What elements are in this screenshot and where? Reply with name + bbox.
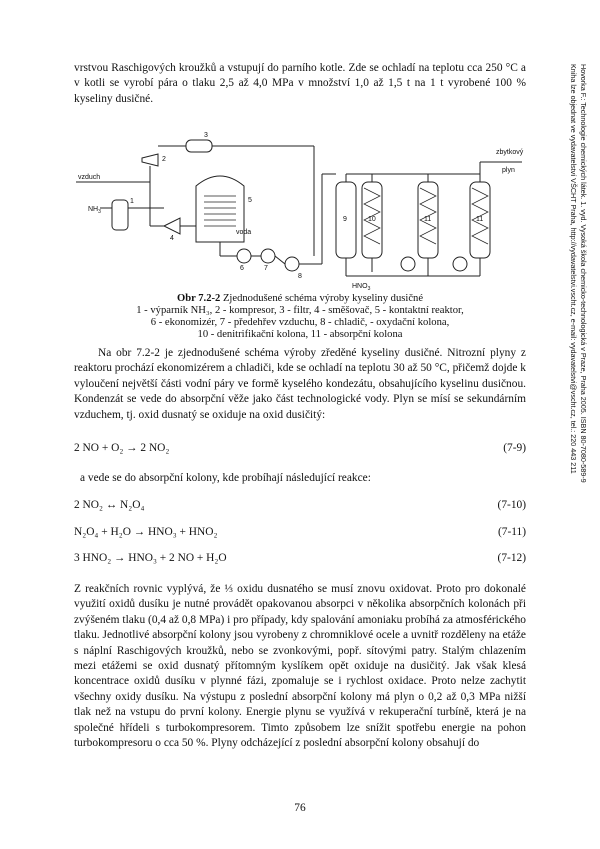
filter-3 bbox=[186, 140, 212, 152]
caption-line3: 6 - ekonomizér, 7 - předehřev vzduchu, 8 - chladič, - oxydační kolona, bbox=[150, 317, 450, 328]
svg-text:3: 3 bbox=[204, 132, 208, 139]
svg-text:voda: voda bbox=[236, 229, 252, 236]
equation-7-11 bbox=[74, 526, 526, 542]
svg-text:8: 8 bbox=[298, 273, 302, 280]
equation-7-10 bbox=[74, 499, 526, 515]
svg-text:HNO3: $HNO_3$ bbox=[352, 283, 371, 292]
page-number: 76 bbox=[294, 802, 306, 814]
cooler-col-11b bbox=[453, 257, 467, 271]
svg-text:11: 11 bbox=[476, 216, 484, 223]
preheater-7 bbox=[261, 249, 275, 263]
svg-text:11: 11 bbox=[424, 216, 432, 223]
svg-text:7: 7 bbox=[264, 265, 268, 272]
equation-formula: 2 NO + O₂ → 2 NO₂ bbox=[74, 442, 170, 454]
equation-number: (7-11) bbox=[497, 526, 526, 538]
equation-7-9 bbox=[74, 442, 526, 458]
intro-paragraph: vrstvou Raschigových kroužků a vstupují do parního kotle. Zde se ochladí na teplotu cca 250 °C a v kotli se vyrobí pára o tlaku 2,5 až 4,0 MPa v množství 1,0 až 1,5 t na 1 t vyrobené 100 % kyseliny dusičné. bbox=[74, 62, 526, 105]
figure-caption bbox=[74, 293, 526, 341]
svg-text:vzduch: vzduch bbox=[78, 174, 101, 181]
svg-text:plyn: plyn bbox=[502, 167, 515, 174]
cooler-col-11a bbox=[401, 257, 415, 271]
equation-formula: N₂O₄ + H₂O → HNO₃ + HNO₂ bbox=[74, 526, 218, 538]
side-citation bbox=[569, 64, 588, 764]
equation-number: (7-12) bbox=[497, 552, 526, 564]
svg-text:1: 1 bbox=[130, 198, 134, 205]
equation-7-12 bbox=[74, 552, 526, 568]
svg-text:4: 4 bbox=[170, 235, 174, 242]
svg-text:2: 2 bbox=[162, 156, 166, 163]
process-diagram bbox=[74, 126, 526, 292]
caption-line4: 10 - denitrifikační kolona, 11 - absorpční kolona bbox=[197, 329, 403, 340]
economizer-6 bbox=[237, 249, 251, 263]
paragraph-1: Na obr 7.2-2 je zjednodušené schéma výroby zředěné kyseliny dusičné. Nitrozní plyny z reaktoru prochází ekonomizérem a chladiči, kde se ochladí na teplotu 30 až 50 °C, přičemž dojde k vyloučení největší části vodní páry ve formě kyselého kondezátu, obsahujícího kyselinu dusičnou. Kondenzát se vede do absorpční věže jako část technologické vody. Plyn se mísí se sekundárním vzduchem, tj. oxid dusnatý se oxiduje na oxid dusičitý: bbox=[74, 347, 526, 421]
caption-title-rest: Zjednodušené schéma výroby kyseliny dusičné bbox=[220, 293, 424, 304]
equation-formula: 2 NO₂ ↔ N₂O₄ bbox=[74, 499, 145, 511]
svg-text:9: 9 bbox=[343, 216, 347, 223]
between-text: a vede se do absorpční kolony, kde probíhají následující reakce: bbox=[80, 472, 371, 484]
paragraph-2: Z reakčních rovnic vyplývá, že ⅓ oxidu dusnatého se musí znovu oxidovat. Proto pro dokonalé využití oxidů dusíku je nutné provádět opakovanou absorpci v několika absorpčních kolonách při zvýšeném tlaku (0,4 až 0,8 MPa) i pro případy, kdy spalování amoniaku probíhá za atmosférického tlaku. Jednotlivé absorpční kolony jsou vyrobeny z chromniklové ocele a uvnitř rozděleny na etáže s náplní Raschigových kroužků, nebo se zvonkovými, popř. sítovými patry. Stalým chlazením mezi etážemi se oxid dusnatý přítomným kyslíkem opět oxiduje na dusičitý. Jak však klesá koncentrace oxidů dusíku v plynné fázi, zpomaluje se i rychlost oxidace. Proto nelze zachytit všechny oxidy dusíku. Na výstupu z poslední absorpční kolony má plyn o 0,2 až 0,3 MPa nižší tlak než na vstupu do první kolony. Energie plynu se využívá v rekuperační turbíně, která je na společné hřídeli s turbokompresorem. Timto způsobem lze snížit spotřebu energie na pohon turbokompresoru o cca 50 %. Plyny odcházející z poslední absorpční kolony obsahují do bbox=[74, 583, 526, 750]
equation-number: (7-9) bbox=[503, 442, 526, 454]
mixer-4 bbox=[164, 218, 180, 234]
equation-formula: 3 HNO₂ → HNO₃ + 2 NO + H₂O bbox=[74, 552, 227, 564]
svg-text:zbytkový: zbytkový bbox=[496, 149, 524, 156]
caption-line2: 1 - výparník NH₃, 2 - kompresor, 3 - filtr, 4 - směšovač, 5 - kontaktní reaktor, bbox=[136, 305, 464, 316]
side-citation-line2: Kniha lze objednat ve vydavatelství VŠCHT Praha, http://vydavatelstvi.vscht.cz, e-mail: vydavatelstvi@vscht.cz, tel.: 220 443 211 bbox=[569, 64, 579, 474]
compressor-2 bbox=[142, 154, 158, 166]
equation-number: (7-10) bbox=[497, 499, 526, 511]
cooler-8 bbox=[285, 257, 299, 271]
side-citation-line1: Hovorka F.: Technologie chemických látek. 1. vyd. Vysoká škola chemicko-technologická v Praze, Praha 2005. ISBN 80-7080-589-9 bbox=[579, 64, 588, 483]
svg-text:NH3: $NH_3$ bbox=[88, 206, 101, 215]
caption-title: Obr 7.2-2 bbox=[176, 293, 221, 304]
svg-text:5: 5 bbox=[248, 197, 252, 204]
svg-text:6: 6 bbox=[240, 265, 244, 272]
svg-text:10: 10 bbox=[368, 216, 376, 223]
evaporator-1 bbox=[112, 200, 128, 230]
